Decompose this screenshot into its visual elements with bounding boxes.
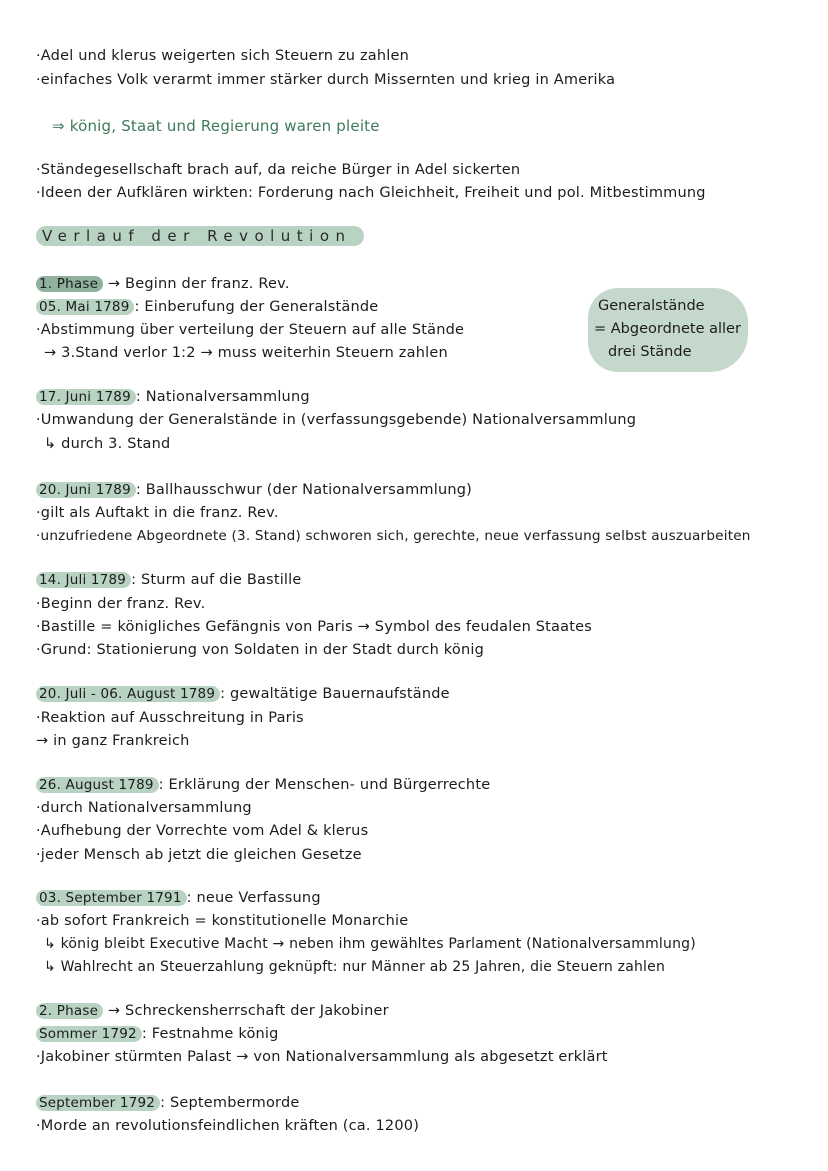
menschenrechte-line-1: ·durch Nationalversammlung — [36, 800, 252, 816]
verfassung-line-1: ·ab sofort Frankreich = konstitutionelle Monarchie — [36, 913, 409, 929]
ballhaus-date: 20. Juni 1789 — [36, 482, 136, 498]
bastille-line-1: ·Beginn der franz. Rev. — [36, 596, 206, 612]
bauern-date: 20. Juli - 06. August 1789 — [36, 686, 220, 702]
nv-line-1: ·Umwandung der Generalstände in (verfassungsgebende) Nationalversammlung — [36, 412, 637, 428]
phase1-event-heading — [36, 297, 378, 317]
phase1-date: 05. Mai 1789 — [36, 299, 134, 315]
bubble-line-3: drei Stände — [608, 344, 692, 360]
nv-title: : Nationalversammlung — [135, 389, 310, 405]
intro-line-3: ·Ständegesellschaft brach auf, da reiche Bürger in Adel sickerten — [36, 162, 521, 178]
phase1-title: : Einberufung der Generalstände — [134, 299, 379, 315]
bauern-title: : gewaltätige Bauernaufstände — [220, 686, 450, 702]
phase1-line-2: → 3.Stand verlor 1:2 → muss weiterhin Steuern zahlen — [44, 345, 448, 361]
phase1-line-1: ·Abstimmung über verteilung der Steuern auf alle Stände — [36, 322, 465, 338]
phase2-label: 2. Phase — [36, 1003, 103, 1019]
septembermorde-heading — [36, 1093, 300, 1113]
intro-conclusion: ⇒ könig, Staat und Regierung waren pleite — [52, 117, 380, 135]
verfassung-line-2: ↳ könig bleibt Executive Macht → neben ihm gewähltes Parlament (Nationalversammlung) — [44, 936, 696, 952]
ballhaus-title: : Ballhausschwur (der Nationalversammlung) — [135, 482, 472, 498]
phase2-date: Sommer 1792 — [36, 1026, 142, 1042]
phase2-title: : Festnahme könig — [141, 1026, 279, 1042]
phase1-label: 1. Phase — [36, 276, 103, 292]
section-title: Verlauf der Revolution — [36, 226, 364, 246]
bauern-heading — [36, 684, 450, 704]
ballhaus-heading — [36, 480, 472, 500]
nv-heading — [36, 387, 310, 407]
phase2-line-1: ·Jakobiner stürmten Palast → von Nationalversammlung als abgesetzt erklärt — [36, 1049, 608, 1065]
bauern-line-1: ·Reaktion auf Ausschreitung in Paris — [36, 710, 304, 726]
bubble-line-1: Generalstände — [598, 298, 705, 314]
menschenrechte-title: : Erklärung der Menschen- und Bürgerrechte — [158, 777, 491, 793]
verfassung-heading — [36, 888, 321, 908]
bubble-line-2: = Abgeordnete aller — [594, 321, 741, 337]
bastille-line-2: ·Bastille = königliches Gefängnis von Paris → Symbol des feudalen Staates — [36, 619, 592, 635]
bauern-line-2: → in ganz Frankreich — [36, 733, 190, 749]
ballhaus-line-1: ·gilt als Auftakt in die franz. Rev. — [36, 505, 279, 521]
menschenrechte-line-3: ·jeder Mensch ab jetzt die gleichen Gesetze — [36, 847, 362, 863]
intro-line-4: ·Ideen der Aufklären wirkten: Forderung nach Gleichheit, Freiheit und pol. Mitbestimmung — [36, 185, 706, 201]
intro-line-2: ·einfaches Volk verarmt immer stärker durch Missernten und krieg in Amerika — [36, 72, 616, 88]
phase2-heading — [36, 1001, 389, 1021]
bastille-date: 14. Juli 1789 — [36, 572, 131, 588]
phase1-suffix: → Beginn der franz. Rev. — [103, 276, 290, 292]
bastille-title: : Sturm auf die Bastille — [131, 572, 302, 588]
menschenrechte-line-2: ·Aufhebung der Vorrechte vom Adel & klerus — [36, 823, 369, 839]
verfassung-line-3: ↳ Wahlrecht an Steuerzahlung geknüpft: nur Männer ab 25 Jahren, die Steuern zahlen — [44, 959, 666, 975]
verfassung-date: 03. September 1791 — [36, 890, 187, 906]
phase2-suffix: → Schreckensherrschaft der Jakobiner — [103, 1003, 389, 1019]
menschenrechte-date: 26. August 1789 — [36, 777, 159, 793]
menschenrechte-heading — [36, 775, 490, 795]
phase1-heading — [36, 274, 290, 294]
note-bubble — [588, 288, 748, 372]
bastille-heading — [36, 570, 302, 590]
septembermorde-line-1: ·Morde an revolutionsfeindlichen kräften (ca. 1200) — [36, 1118, 420, 1134]
nv-date: 17. Juni 1789 — [36, 389, 136, 405]
septembermorde-date: September 1792 — [36, 1095, 160, 1111]
ballhaus-line-2: ·unzufriedene Abgeordnete (3. Stand) schworen sich, gerechte, neue verfassung selbst auszuarbeiten — [36, 528, 751, 544]
nv-line-2: ↳ durch 3. Stand — [44, 436, 171, 452]
verfassung-title: : neue Verfassung — [186, 890, 321, 906]
septembermorde-title: : Septembermorde — [160, 1095, 300, 1111]
intro-line-1: ·Adel und klerus weigerten sich Steuern zu zahlen — [36, 48, 410, 64]
bastille-line-3: ·Grund: Stationierung von Soldaten in der Stadt durch könig — [36, 642, 484, 658]
phase2-event-heading — [36, 1024, 279, 1044]
